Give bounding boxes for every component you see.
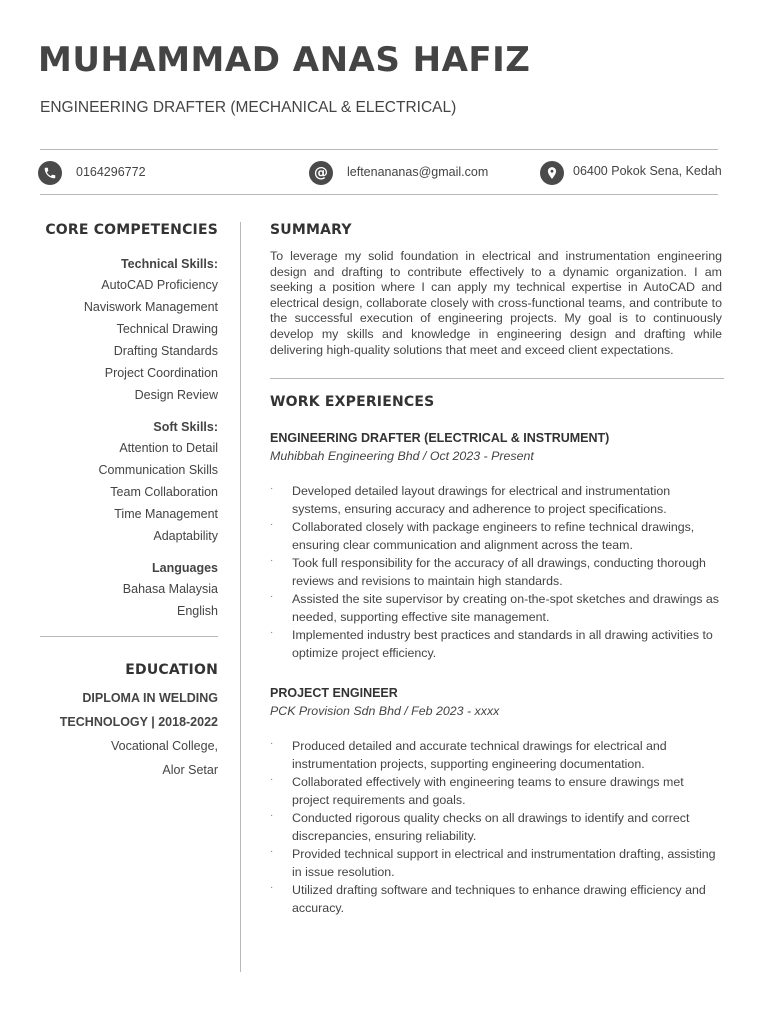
summary-heading: SUMMARY [270, 222, 352, 238]
skill-item: Drafting Standards [113, 344, 218, 358]
technical-skills-heading: Technical Skills: [120, 257, 218, 271]
skill-item: Naviswork Management [83, 300, 218, 314]
education-school-line2: Alor Setar [162, 763, 218, 777]
column-divider [240, 222, 241, 972]
location-address: 06400 Pokok Sena, Kedah [573, 164, 722, 178]
education-degree-line2: TECHNOLOGY | 2018-2022 [59, 715, 218, 729]
work-section [270, 394, 722, 917]
education-school-line1: Vocational College, [110, 739, 218, 753]
bullet-item: · Collaborated effectively with engineering teams to ensure drawings met project requirements and goals. [270, 773, 722, 809]
right-column [270, 222, 722, 358]
divider-summary [270, 378, 724, 379]
bullet-item: · Provided technical support in electrical and instrumentation drafting, assisting in issue resolution. [270, 845, 722, 881]
divider-top [40, 149, 718, 150]
skill-item: Team Collaboration [110, 485, 218, 499]
bullet-item: · Collaborated closely with package engineers to refine technical drawings, ensuring clear communication and alignment across the team. [270, 518, 722, 554]
bullet-item: · Produced detailed and accurate technical drawings for electrical and instrumentation projects, supporting engineering documentation. [270, 737, 722, 773]
skill-item: Project Coordination [104, 366, 218, 380]
core-competencies-heading: CORE COMPETENCIES [45, 222, 218, 238]
education-heading: EDUCATION [125, 662, 218, 678]
job-company-dates: Muhibbah Engineering Bhd / Oct 2023 - Present [270, 449, 534, 463]
bullet-item: · Took full responsibility for the accuracy of all drawings, conducting thorough reviews and revisions to maintain high standards. [270, 554, 722, 590]
education-section [40, 662, 218, 782]
job-entry [270, 686, 722, 917]
location-pin-icon [540, 161, 564, 185]
email-address[interactable]: leftenananas@gmail.com [347, 165, 489, 179]
skill-item: Adaptability [153, 529, 218, 543]
education-degree-line1: DIPLOMA IN WELDING [82, 691, 218, 705]
email-icon: @ [309, 161, 333, 185]
work-experiences-heading: WORK EXPERIENCES [270, 394, 435, 410]
bullet-item: · Utilized drafting software and techniques to enhance drawing efficiency and accuracy. [270, 881, 722, 917]
skill-item: Attention to Detail [119, 441, 218, 455]
left-column [40, 222, 218, 622]
job-entry [270, 431, 722, 662]
soft-skills-list [40, 437, 218, 547]
job-bullets [270, 737, 722, 917]
summary-text: To leverage my solid foundation in electrical and instrumentation engineering design and drafting to contribute effectively to a dynamic organization. I am seeking a position where I can apply my technical expertise in AutoCAD and electrical design, collaborate closely with cross-functional teams, and contribute to the successful execution of engineering projects. My goal is to continuously develop my skills and knowledge in engineering design and drafting while delivering high-quality solutions that meet and exceed client expectations. [270, 249, 722, 357]
bullet-item: · Assisted the site supervisor by creating on-the-spot sketches and drawings as needed, supporting effective site management. [270, 590, 722, 626]
bullet-item: · Conducted rigorous quality checks on all drawings to identify and correct discrepancies, ensuring reliability. [270, 809, 722, 845]
divider-contact [40, 194, 718, 195]
job-bullets [270, 482, 722, 662]
bullet-item: · Implemented industry best practices and standards in all drawing activities to optimize project efficiency. [270, 626, 722, 662]
language-item: Bahasa Malaysia [122, 582, 218, 596]
languages-list [40, 578, 218, 622]
phone-icon [38, 161, 62, 185]
skill-item: Time Management [114, 507, 218, 521]
languages-heading: Languages [152, 561, 218, 575]
skill-item: Technical Drawing [116, 322, 218, 336]
skill-item: Design Review [134, 388, 218, 402]
skill-item: Communication Skills [98, 463, 218, 477]
soft-skills-heading: Soft Skills: [153, 420, 218, 434]
language-item: English [177, 604, 218, 618]
technical-skills-list [40, 274, 218, 406]
phone-number[interactable]: 0164296772 [76, 165, 146, 179]
job-company-dates: PCK Provision Sdn Bhd / Feb 2023 - xxxx [270, 704, 500, 718]
candidate-name: MUHAMMAD ANAS HAFIZ [38, 40, 531, 80]
bullet-item: · Developed detailed layout drawings for electrical and instrumentation systems, ensuring accuracy and adherence to project specifications. [270, 482, 722, 518]
job-title: PROJECT ENGINEER [270, 686, 398, 700]
job-title-headline: ENGINEERING DRAFTER (MECHANICAL & ELECTRICAL) [40, 99, 457, 116]
job-title: ENGINEERING DRAFTER (ELECTRICAL & INSTRUMENT) [270, 431, 610, 445]
divider-left-education [40, 636, 218, 637]
skill-item: AutoCAD Proficiency [101, 278, 218, 292]
